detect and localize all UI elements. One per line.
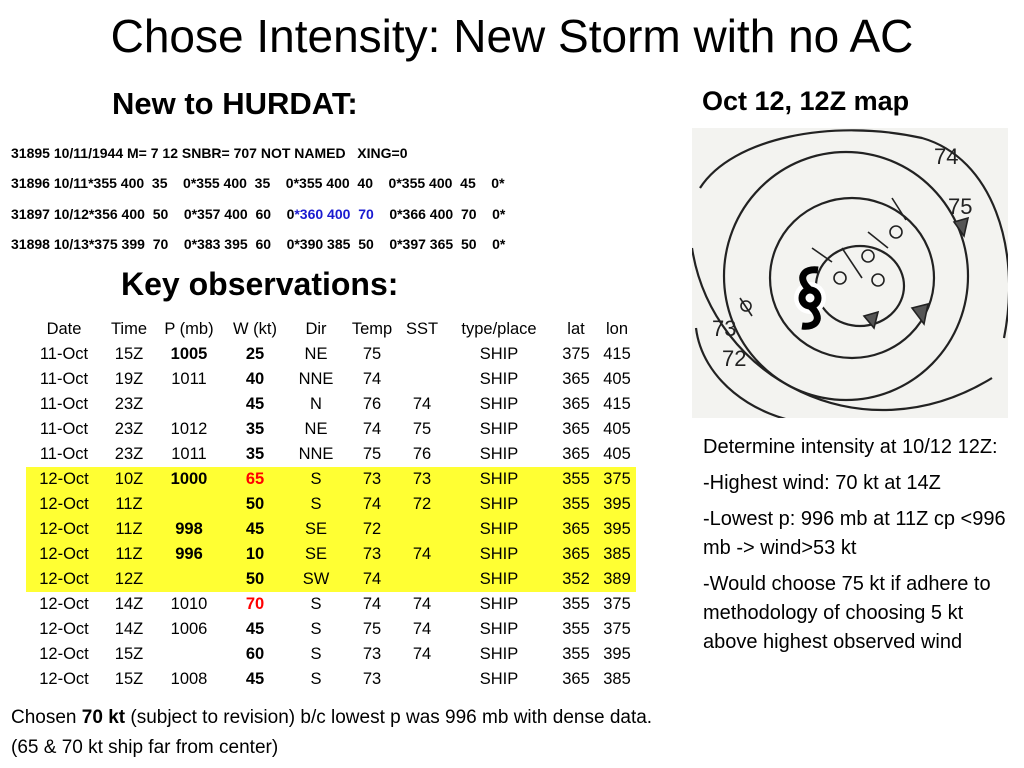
cell-type-place: SHIP xyxy=(444,517,554,542)
table-row xyxy=(26,592,636,617)
header-pressure: P (mb) xyxy=(164,320,214,338)
cell-temp: 74 xyxy=(362,420,382,438)
chosen-intensity-note xyxy=(11,703,661,763)
hurdat-line-3-start: 31897 10/12*356 400 50 0*357 400 60 0 xyxy=(11,206,295,222)
cell-direction: SE xyxy=(288,517,344,542)
cell-direction: SW xyxy=(288,567,344,592)
cell-temp: 75 xyxy=(362,620,382,638)
header-wind: W (kt) xyxy=(233,320,277,338)
cell-lon: 385 xyxy=(598,542,636,567)
cell-temp: 75 xyxy=(362,345,382,363)
cell-direction: NE xyxy=(304,345,328,363)
cell-time: 10Z xyxy=(102,467,156,492)
cell-lat: 375 xyxy=(562,345,590,363)
cell-lat: 355 xyxy=(562,595,590,613)
cell-wind: 25 xyxy=(245,345,265,363)
header-time: Time xyxy=(110,320,148,338)
table-row xyxy=(26,642,636,667)
key-observations-heading: Key observations: xyxy=(121,266,399,302)
cell-date: 12-Oct xyxy=(26,567,102,592)
table-row xyxy=(26,367,636,392)
cell-pressure xyxy=(156,642,222,667)
table-row xyxy=(26,342,636,367)
table-row xyxy=(26,517,636,542)
chosen-prefix: Chosen xyxy=(11,707,82,728)
table-header-row xyxy=(26,317,636,342)
surface-map-drawing xyxy=(692,128,1008,418)
analysis-notes xyxy=(703,433,1018,664)
cell-type-place: SHIP xyxy=(479,345,519,363)
cell-date: 12-Oct xyxy=(26,517,102,542)
table-row xyxy=(26,567,636,592)
cell-lon: 395 xyxy=(598,492,636,517)
hurdat-line-3-highlight: *360 400 70 xyxy=(294,206,374,222)
cell-temp: 76 xyxy=(362,395,382,413)
cell-sst: 74 xyxy=(400,542,444,567)
cell-pressure xyxy=(156,492,222,517)
cell-date: 11-Oct xyxy=(39,345,89,363)
cell-sst xyxy=(400,667,444,692)
cell-date: 12-Oct xyxy=(26,492,102,517)
cell-lat: 355 xyxy=(562,645,590,663)
cell-lon: 395 xyxy=(603,645,631,663)
cell-wind: 10 xyxy=(222,542,288,567)
cell-date: 12-Oct xyxy=(26,542,102,567)
table-row xyxy=(26,417,636,442)
cell-wind: 45 xyxy=(245,395,265,413)
cell-time: 15Z xyxy=(114,670,144,688)
cell-sst: 74 xyxy=(412,595,432,613)
cell-lat: 365 xyxy=(562,395,590,413)
cell-time: 23Z xyxy=(114,395,144,413)
cell-lon: 395 xyxy=(598,517,636,542)
cell-wind: 45 xyxy=(245,620,265,638)
cell-temp: 74 xyxy=(344,567,400,592)
cell-pressure: 1000 xyxy=(156,467,222,492)
cell-sst: 73 xyxy=(400,467,444,492)
note-question: Determine intensity at 10/12 12Z: xyxy=(703,436,998,458)
cell-date: 12-Oct xyxy=(39,595,89,613)
cell-sst: 76 xyxy=(412,445,432,463)
cell-lat: 355 xyxy=(554,467,598,492)
hurdat-line-3 xyxy=(11,206,505,222)
cell-lon: 375 xyxy=(603,620,631,638)
cell-sst xyxy=(400,342,444,367)
cell-pressure: 1005 xyxy=(170,345,208,363)
cell-pressure: 1011 xyxy=(171,445,207,463)
cell-temp: 72 xyxy=(344,517,400,542)
cell-lat: 365 xyxy=(562,445,590,463)
cell-lon: 405 xyxy=(603,445,631,463)
cell-temp: 73 xyxy=(344,542,400,567)
cell-sst: 74 xyxy=(412,620,432,638)
cell-date: 11-Oct xyxy=(39,445,89,463)
cell-pressure: 998 xyxy=(156,517,222,542)
cell-lon: 375 xyxy=(598,467,636,492)
cell-pressure: 1012 xyxy=(170,420,208,438)
cell-temp: 74 xyxy=(344,492,400,517)
cell-lat: 352 xyxy=(554,567,598,592)
hurdat-line-1: 31895 10/11/1944 M= 7 12 SNBR= 707 NOT NAMED XING=0 xyxy=(11,145,408,161)
cell-pressure: 1006 xyxy=(170,620,208,638)
cell-time: 12Z xyxy=(102,567,156,592)
observations-table xyxy=(26,317,636,692)
isobar-label-73: 73 xyxy=(712,316,737,341)
header-lon: lon xyxy=(605,320,629,338)
cell-wind: 70 xyxy=(245,595,265,613)
cell-lon: 415 xyxy=(603,345,631,363)
hurricane-symbol-icon xyxy=(794,270,826,327)
cell-date: 11-Oct xyxy=(39,420,89,438)
cell-type-place: SHIP xyxy=(479,445,519,463)
table-row xyxy=(26,617,636,642)
cell-wind: 40 xyxy=(245,370,265,388)
cell-lat: 355 xyxy=(562,620,590,638)
table-row xyxy=(26,542,636,567)
cell-lat: 355 xyxy=(554,492,598,517)
cell-time: 15Z xyxy=(114,345,144,363)
cell-direction: S xyxy=(310,670,322,688)
cell-date: 11-Oct xyxy=(39,370,89,388)
cell-type-place: SHIP xyxy=(479,645,519,663)
note-lowest-pressure: -Lowest p: 996 mb at 11Z cp <996 mb -> wind>53 kt xyxy=(703,508,1006,559)
cell-pressure: 1011 xyxy=(171,370,207,388)
cell-sst xyxy=(400,567,444,592)
cell-type-place: SHIP xyxy=(479,395,519,413)
chosen-rationale: (subject to revision) b/c lowest p was 996 mb with dense data. (65 & 70 kt ship far from center) xyxy=(11,707,653,758)
header-sst: SST xyxy=(405,320,439,338)
cell-direction: S xyxy=(310,620,322,638)
hurdat-line-4: 31898 10/13*375 399 70 0*383 395 60 0*390 385 50 0*397 365 50 0* xyxy=(11,236,506,252)
cell-lat: 365 xyxy=(554,517,598,542)
cell-pressure: 996 xyxy=(156,542,222,567)
cell-date: 12-Oct xyxy=(26,467,102,492)
cell-lon: 405 xyxy=(603,420,631,438)
cell-temp: 74 xyxy=(362,370,382,388)
cell-sst xyxy=(400,517,444,542)
cell-wind: 35 xyxy=(245,445,265,463)
cell-direction: S xyxy=(288,492,344,517)
cell-time: 14Z xyxy=(114,595,144,613)
surface-map-image xyxy=(692,128,1008,418)
cell-sst: 72 xyxy=(400,492,444,517)
header-direction: Dir xyxy=(305,320,327,338)
cell-lat: 365 xyxy=(554,542,598,567)
cell-direction: NE xyxy=(304,420,328,438)
cell-time: 11Z xyxy=(102,542,156,567)
cell-time: 23Z xyxy=(114,445,144,463)
cell-type-place: SHIP xyxy=(479,370,519,388)
cell-type-place: SHIP xyxy=(444,467,554,492)
map-heading: Oct 12, 12Z map xyxy=(702,86,910,116)
cell-type-place: SHIP xyxy=(444,567,554,592)
cell-type-place: SHIP xyxy=(479,620,519,638)
cell-temp: 75 xyxy=(362,445,382,463)
header-type-place: type/place xyxy=(461,320,537,338)
cell-wind: 60 xyxy=(245,645,265,663)
cell-temp: 74 xyxy=(362,595,382,613)
cell-wind: 35 xyxy=(245,420,265,438)
hurdat-heading: New to HURDAT: xyxy=(112,86,358,121)
cell-type-place: SHIP xyxy=(479,595,519,613)
cell-lon: 405 xyxy=(603,370,631,388)
cell-sst: 74 xyxy=(412,395,432,413)
cell-wind: 50 xyxy=(222,492,288,517)
table-row xyxy=(26,442,636,467)
cell-direction: S xyxy=(288,467,344,492)
cell-type-place: SHIP xyxy=(444,542,554,567)
cell-date: 11-Oct xyxy=(39,395,89,413)
cell-date: 12-Oct xyxy=(39,620,89,638)
cell-sst xyxy=(400,367,444,392)
table-row xyxy=(26,492,636,517)
cell-date: 12-Oct xyxy=(39,645,89,663)
table-row xyxy=(26,467,636,492)
note-highest-wind: -Highest wind: 70 kt at 14Z xyxy=(703,472,941,494)
cell-sst: 74 xyxy=(412,645,432,663)
isobar-label-75: 75 xyxy=(948,194,973,219)
cell-wind: 45 xyxy=(222,517,288,542)
cell-direction: S xyxy=(310,645,322,663)
isobar-label-72: 72 xyxy=(722,346,747,371)
cell-direction: NNE xyxy=(298,370,334,388)
cell-lat: 365 xyxy=(562,670,590,688)
cell-lon: 375 xyxy=(603,595,631,613)
cell-temp: 73 xyxy=(362,645,382,663)
cell-type-place: SHIP xyxy=(479,670,519,688)
note-methodology: -Would choose 75 kt if adhere to methodology of choosing 5 kt above highest observed wind xyxy=(703,573,991,653)
cell-lon: 385 xyxy=(603,670,631,688)
cell-lon: 415 xyxy=(603,395,631,413)
cell-wind: 65 xyxy=(222,467,288,492)
cell-time: 23Z xyxy=(114,420,144,438)
cell-direction: NNE xyxy=(298,445,334,463)
cell-direction: SE xyxy=(288,542,344,567)
table-row xyxy=(26,667,636,692)
cell-date: 12-Oct xyxy=(39,670,89,688)
header-temp: Temp xyxy=(351,320,393,338)
table-row xyxy=(26,392,636,417)
cell-sst: 75 xyxy=(412,420,432,438)
cell-time: 11Z xyxy=(102,492,156,517)
hurdat-line-3-end: 0*366 400 70 0* xyxy=(373,206,506,222)
cell-wind: 45 xyxy=(245,670,265,688)
header-date: Date xyxy=(46,320,82,338)
header-lat: lat xyxy=(567,320,585,338)
cell-pressure: 1010 xyxy=(170,595,208,613)
cell-direction: N xyxy=(310,395,322,413)
cell-lat: 365 xyxy=(562,370,590,388)
chosen-value: 70 kt xyxy=(81,707,126,728)
cell-lat: 365 xyxy=(562,420,590,438)
cell-direction: S xyxy=(310,595,322,613)
cell-temp: 73 xyxy=(362,670,382,688)
cell-temp: 73 xyxy=(344,467,400,492)
cell-time: 15Z xyxy=(114,645,144,663)
cell-wind: 50 xyxy=(222,567,288,592)
slide-title: Chose Intensity: New Storm with no AC xyxy=(110,10,914,62)
cell-type-place: SHIP xyxy=(444,492,554,517)
cell-time: 14Z xyxy=(114,620,144,638)
cell-type-place: SHIP xyxy=(479,420,519,438)
cell-pressure: 1008 xyxy=(170,670,208,688)
cell-time: 19Z xyxy=(114,370,144,388)
isobar-label-74: 74 xyxy=(934,144,959,169)
cell-time: 11Z xyxy=(102,517,156,542)
hurdat-line-2: 31896 10/11*355 400 35 0*355 400 35 0*355 400 40 0*355 400 45 0* xyxy=(11,175,505,191)
cell-pressure xyxy=(156,567,222,592)
cell-lon: 389 xyxy=(598,567,636,592)
cell-pressure xyxy=(156,392,222,417)
